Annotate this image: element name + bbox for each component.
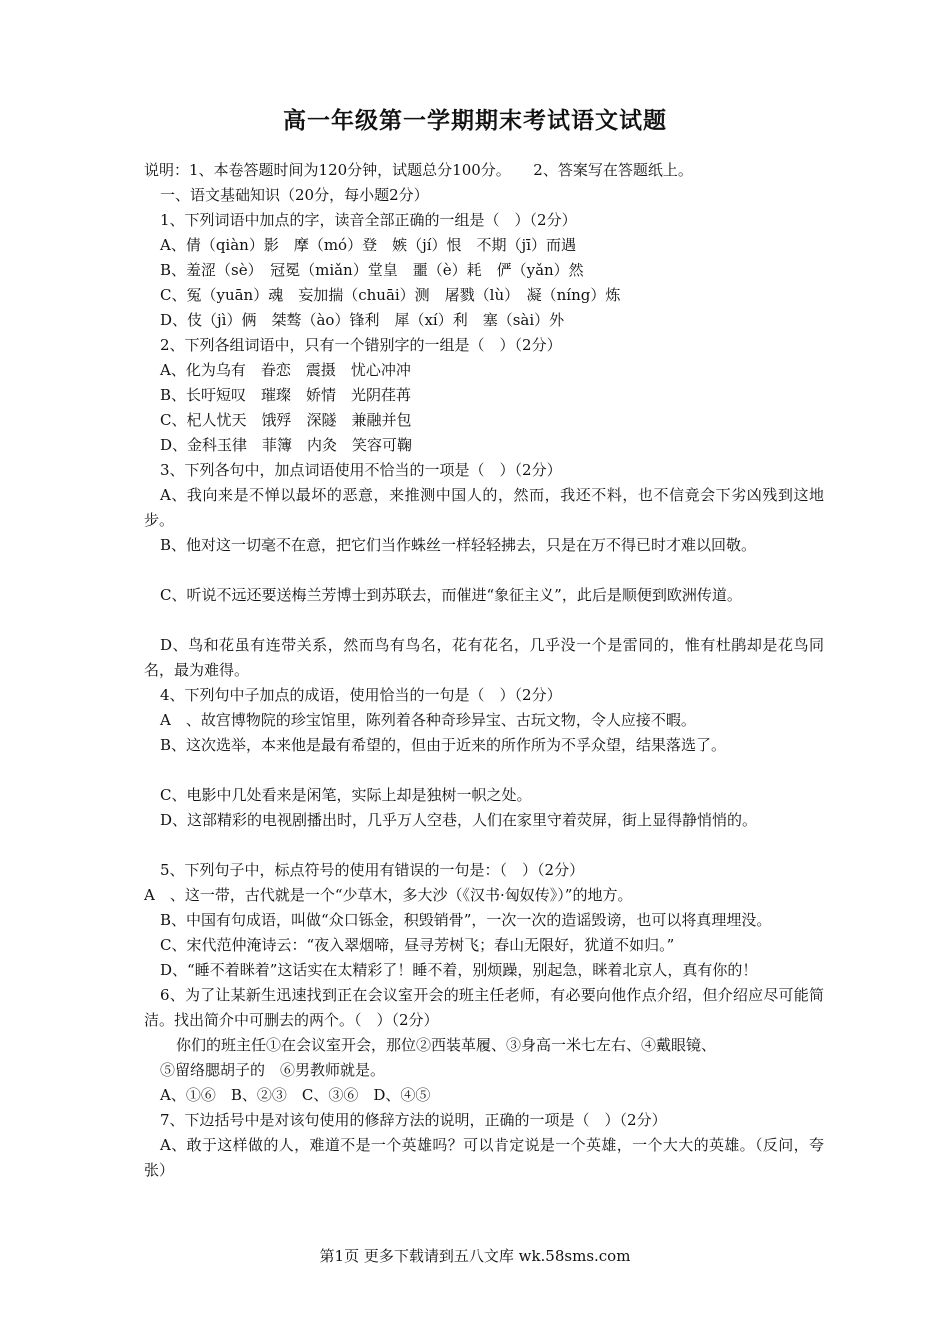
- text-line: 2、下列各组词语中，只有一个错别字的一组是（ ）（2分）: [160, 336, 562, 354]
- text-paragraph: A、敢于这样做的人，难道不是一个英雄吗？可以肯定说是一个英雄，一个大大的英雄。（反问，夸张）: [144, 1136, 824, 1179]
- text-line: B、他对这一切毫不在意，把它们当作蛛丝一样轻轻拂去，只是在万不得已时才难以回敬。: [160, 536, 757, 554]
- text-line: 3、下列各句中，加点词语使用不恰当的一项是（ ）（2分）: [160, 461, 562, 479]
- text-line: C、宋代范仲淹诗云：“夜入翠烟啼，昼寻芳树飞；春山无限好，犹道不如归。”: [160, 936, 675, 954]
- text-line: 4、下列句中子加点的成语，使用恰当的一句是（ ）（2分）: [160, 686, 562, 704]
- page-footer: 第1页 更多下载请到五八文库 wk.58sms.com: [319, 1247, 631, 1265]
- text-line: C、杞人忧天 饿殍 深隧 兼融并包: [160, 411, 412, 429]
- text-line: 一、语文基础知识（20分，每小题2分）: [160, 186, 429, 204]
- text-line: C、电影中几处看来是闲笔，实际上却是独树一帜之处。: [160, 786, 532, 804]
- text-line: A、①⑥ B、②③ C、③⑥ D、④⑤: [160, 1086, 431, 1104]
- text-line: D、这部精彩的电视剧播出时，几乎万人空巷，人们在家里守着荧屏，街上显得静悄悄的。: [160, 811, 758, 829]
- text-line: 你们的班主任①在会议室开会，那位②西装革履、③身高一米七左右、④戴眼镜、: [176, 1036, 717, 1054]
- text-line: B、羞涩（sè） 冠冕（miǎn）堂皇 噩（è）耗 俨（yǎn）然: [160, 261, 584, 279]
- text-line: A、化为乌有 眷恋 震摄 忧心冲冲: [160, 361, 411, 379]
- text-paragraph: 6、为了让某新生迅速找到正在会议室开会的班主任老师，有必要向他作点介绍，但介绍应尽可能简洁。找出简介中可删去的两个。（ ）（2分）: [144, 986, 824, 1029]
- text-line: A 、故宫博物院的珍宝馆里，陈列着各种奇珍异宝、古玩文物，令人应接不暇。: [160, 711, 696, 729]
- blank-line: [144, 558, 824, 583]
- text-line: ⑤留络腮胡子的 ⑥男教师就是。: [160, 1061, 386, 1079]
- text-line: 7、下边括号中是对该句使用的修辞方法的说明，正确的一项是（ ）（2分）: [160, 1111, 667, 1129]
- text-line: 1、下列词语中加点的字，读音全部正确的一组是（ ）（2分）: [160, 211, 577, 229]
- blank-line: [144, 608, 824, 633]
- text-line: D、金科玉律 菲簿 内灸 笑容可鞠: [160, 436, 413, 454]
- text-paragraph: D、“睡不着眯着”这话实在太精彩了！睡不着，别烦躁，别起急，眯着北京人，真有你的！: [160, 961, 758, 979]
- text-line: C、听说不远还要送梅兰芳博士到苏联去，而催进“象征主义”，此后是顺便到欧洲传道。: [160, 586, 742, 604]
- text-line: 说明：1、本卷答题时间为120分钟，试题总分100分。 2、答案写在答题纸上。: [144, 161, 693, 179]
- text-line: A 、这一带，古代就是一个“少草木，多大沙（《汉书·匈奴传》）”的地方。: [144, 886, 633, 904]
- text-line: A、倩（qiàn）影 摩（mó）登 嫉（jí）恨 不期（jī）而遇: [160, 236, 576, 254]
- text-line: B、长吁短叹 璀璨 娇情 光阴荏苒: [160, 386, 412, 404]
- page-title: 高一年级第一学期期末考试语文试题: [283, 108, 667, 134]
- text-paragraph: D、鸟和花虽有连带关系，然而鸟有鸟名，花有花名，几乎没一个是雷同的，惟有杜鹃却是花鸟同名，最为难得。: [144, 636, 824, 679]
- blank-line: [144, 758, 824, 783]
- text-paragraph: B、中国有句成语，叫做“众口铄金，积毁销骨”，一次一次的造谣毁谤，也可以将真理埋没。: [160, 911, 772, 929]
- text-paragraph: A、我向来是不惮以最坏的恶意，来推测中国人的，然而，我还不料，也不信竟会下劣凶残到这地步。: [144, 486, 824, 529]
- text-line: C、冤（yuān）魂 妄加揣（chuāi）测 屠戮（lù） 凝（níng）炼: [160, 286, 621, 304]
- text-line: D、伎（jì）俩 桀骜（ào）锋利 犀（xí）利 塞（sài）外: [160, 311, 565, 329]
- exam-body: [144, 158, 824, 1183]
- text-line: 5、下列句子中，标点符号的使用有错误的一句是：（ ）（2分）: [160, 861, 585, 879]
- text-line: B、这次选举，本来他是最有希望的，但由于近来的所作所为不孚众望，结果落选了。: [160, 736, 727, 754]
- blank-line: [144, 833, 824, 858]
